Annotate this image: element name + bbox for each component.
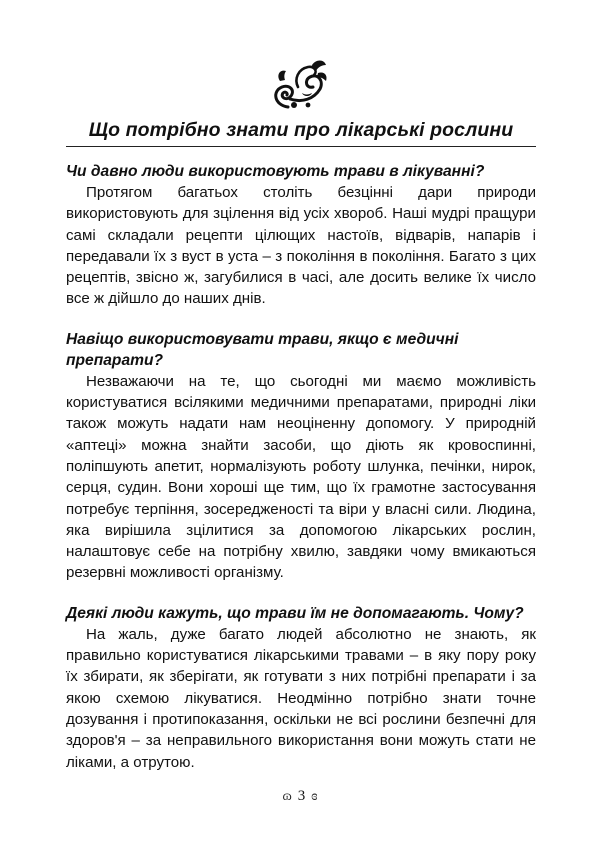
section-question: Деякі люди кажуть, що трави їм не допомагають. Чому? [66,604,524,622]
title-underline [66,146,536,147]
page-title: Що потрібно знати про лікарські рослини [88,119,514,141]
section-question: Навіщо використовувати трави, якщо є медичні препарати? [66,330,459,369]
right-flourish-icon: ɞ [311,789,318,804]
page-footer [250,786,350,807]
section-answer: Протягом багатьох століть безцінні дари природи використовують для зцілення від усіх хвороб. Наші мудрі пращури самі складали рецепти цілющих настоїв, відварів, напарів і передавали їх з вуст в уста – з покоління в покоління. Багато з цих рецептів, звісно ж, загубилися в часі, але досить велике їх число все ж дійшло до наших днів. [66,184,536,308]
page-number: 3 [297,788,306,804]
section-answer: Незважаючи на те, що сьогодні ми маємо можливість користуватися всілякими медичними препаратами, природні ліки також можуть надати нам неоціненну допомогу. У природній «аптеці» можна знайти засоби, що діють як кровоспинні, поліпшують апетит, нормалізують роботу шлунка, печінки, нирок, серця, судин. Вони хороші ще тим, що їх грамотне застосування потребує терпіння, зосередженості та віри у власні сили. Людина, яка вирішила зцілитися за допомогою лікарських рослин, налаштовує себе на потрібну хвилю, завдяки чому вмикаються резервні можливості організму. [66,372,536,582]
section-answer: На жаль, дуже багато людей абсолютно не знають, як правильно користуватися лікарськими травами – в яку пору року їх збирати, як зберігати, як готувати з них потрібні препарати і за якою схемою лікуватися. Неодмінно потрібно знати точне дозування і протипоказання, оскільки не всі рослини безпечні для здоров'я – за неправильного використання вони можуть стати не ліками, а отрутою. [66,625,536,771]
floral-ornament-icon [268,57,330,113]
left-flourish-icon: ɷ [282,789,292,804]
page-content [66,161,536,773]
section-question: Чи давно люди використовують трави в лікуванні? [66,163,485,180]
